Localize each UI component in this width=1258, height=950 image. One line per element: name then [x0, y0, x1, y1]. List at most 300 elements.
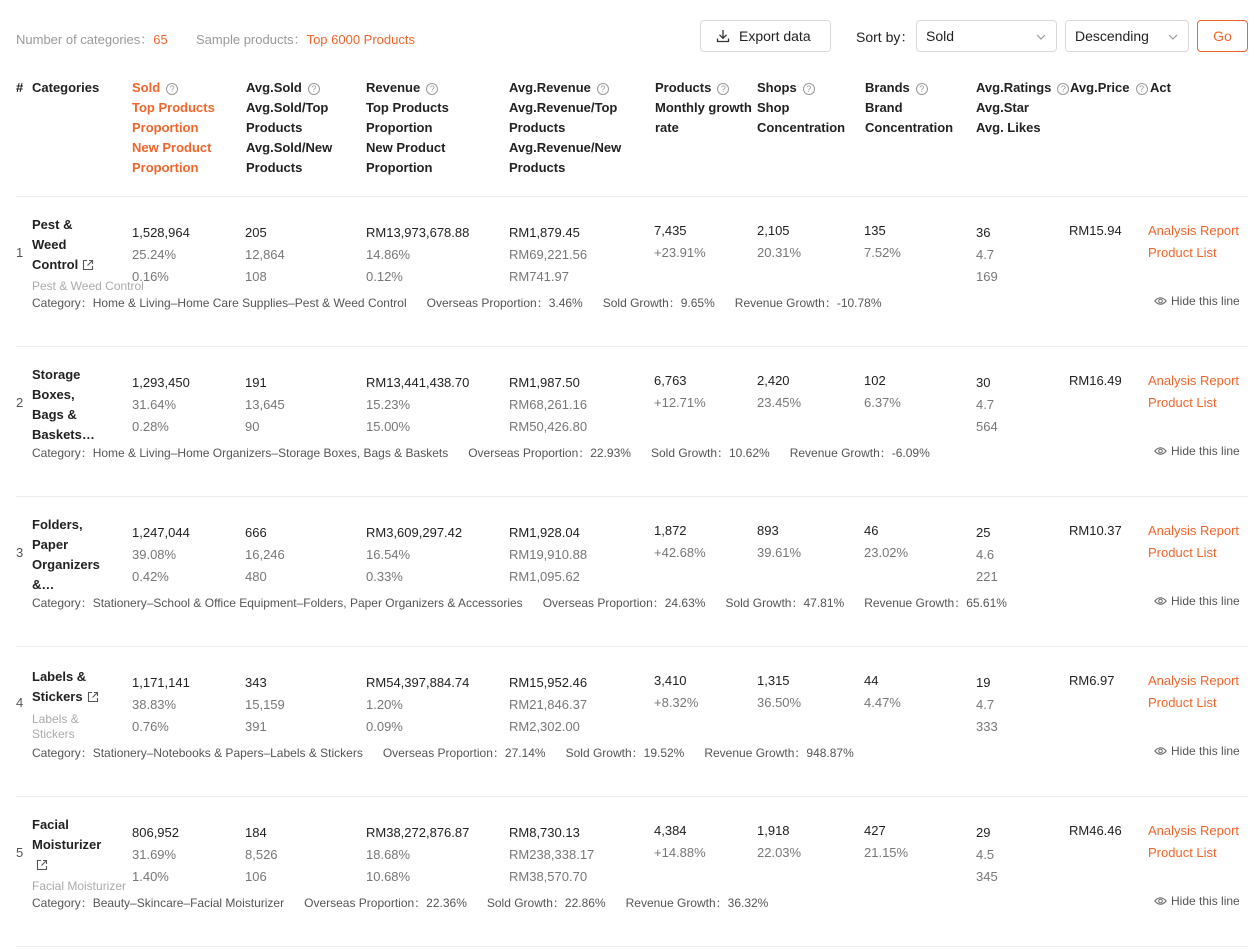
revenue-top-proportion: 18.68%	[366, 847, 411, 862]
header-revenue-title: Revenue	[366, 80, 421, 95]
avg-sold: 184	[245, 825, 267, 840]
revenue-new-proportion: 10.68%	[366, 869, 411, 884]
overseas-proportion: Overseas Proportion：3.46%	[426, 296, 583, 310]
products-cell	[654, 670, 698, 714]
ratings-cell	[976, 822, 998, 888]
header-sub: Avg.Sold/New	[246, 140, 333, 155]
avg-revenue: RM1,879.45	[509, 225, 580, 240]
header-sub: New Product	[366, 140, 446, 155]
revenue-new-proportion: 0.09%	[366, 719, 403, 734]
header-act: Act	[1150, 80, 1171, 95]
avg-likes: 221	[976, 569, 998, 584]
brand-concentration: 6.37%	[864, 395, 901, 410]
header-sub: Products	[246, 160, 303, 175]
brands-count: 46	[864, 523, 879, 538]
sold-value: 1,293,450	[132, 375, 190, 390]
hide-line-label: Hide this line	[1171, 894, 1240, 908]
revenue-new-proportion: 0.12%	[366, 269, 403, 284]
eye-icon	[1154, 746, 1167, 756]
shops-cell	[757, 670, 801, 714]
header-sub: Proportion	[366, 160, 433, 175]
sold-growth: Sold Growth：47.81%	[725, 596, 845, 610]
sold-value: 1,247,044	[132, 525, 190, 540]
sold-value: 806,952	[132, 825, 179, 840]
header-avg-price-title: Avg.Price	[1070, 80, 1130, 95]
categories-count	[16, 29, 168, 48]
hide-line-button[interactable]	[1154, 444, 1240, 458]
revenue-cell	[366, 522, 462, 588]
header-sub: Avg. Likes	[976, 120, 1041, 135]
sort-order-value: Descending	[1075, 28, 1149, 44]
header-sub: Brand	[865, 100, 903, 115]
products-count: 3,410	[654, 673, 687, 688]
monthly-growth: +14.88%	[654, 845, 706, 860]
avg-likes: 564	[976, 419, 998, 434]
eye-icon	[1154, 296, 1167, 306]
question-circle-icon[interactable]: ?	[426, 83, 438, 95]
table-row	[0, 347, 1258, 497]
avg-price: RM16.49	[1069, 373, 1122, 388]
chevron-down-icon	[1168, 33, 1178, 41]
avg-sold-cell	[245, 672, 285, 738]
avg-price: RM15.94	[1069, 223, 1122, 238]
category-name-text: Facial Moisturizer	[32, 817, 102, 852]
table-row	[0, 797, 1258, 947]
shops-cell	[757, 220, 801, 264]
shop-concentration: 36.50%	[757, 695, 802, 710]
revenue-growth: Revenue Growth：65.61%	[864, 596, 1007, 610]
avg-star: 4.7	[976, 247, 995, 262]
products-count: 4,384	[654, 823, 687, 838]
header-revenue[interactable]	[366, 78, 449, 178]
avg-sold-cell	[245, 822, 278, 888]
top-proportion: 25.24%	[132, 247, 177, 262]
monthly-growth: +23.91%	[654, 245, 706, 260]
avg-revenue-new: RM1,095.62	[509, 569, 580, 584]
avg-sold-new: 108	[245, 269, 267, 284]
categories-count-value: 65	[153, 32, 168, 47]
shops-count: 2,420	[757, 373, 790, 388]
category-name-text: Folders, Paper Organizers &…	[32, 517, 100, 592]
row-details	[32, 444, 950, 461]
product-list-link[interactable]: Product List	[1148, 545, 1217, 560]
avg-sold: 343	[245, 675, 267, 690]
table-row	[0, 497, 1258, 647]
analysis-report-link[interactable]: Analysis Report	[1148, 823, 1240, 838]
revenue-value: RM3,609,297.42	[366, 525, 463, 540]
avg-star: 4.7	[976, 397, 995, 412]
avg-star: 4.7	[976, 697, 995, 712]
sort-by-label: Sort by：	[856, 29, 915, 45]
top-proportion: 31.64%	[132, 397, 177, 412]
header-sold[interactable]	[132, 78, 215, 178]
question-circle-icon[interactable]: ?	[1057, 83, 1069, 95]
brands-cell	[864, 670, 901, 714]
revenue-value: RM13,441,438.70	[366, 375, 470, 390]
header-avg-sold-title: Avg.Sold	[246, 80, 302, 95]
question-circle-icon[interactable]: ?	[308, 83, 320, 95]
eye-icon	[1154, 896, 1167, 906]
question-circle-icon[interactable]: ?	[1136, 83, 1148, 95]
header-products-title: Products	[655, 80, 712, 95]
sort-field-value: Sold	[926, 28, 955, 44]
avg-revenue: RM8,730.13	[509, 825, 580, 840]
chevron-down-icon	[1036, 33, 1046, 41]
avg-price-cell	[1069, 370, 1122, 392]
avg-sold: 666	[245, 525, 267, 540]
avg-ratings: 36	[976, 225, 991, 240]
header-sub: Avg.Revenue/Top	[509, 100, 618, 115]
avg-sold-new: 391	[245, 719, 267, 734]
sample-products	[196, 29, 415, 48]
sold-cell	[132, 222, 190, 288]
revenue-value: RM13,973,678.88	[366, 225, 470, 240]
monthly-growth: +12.71%	[654, 395, 706, 410]
header-rank: #	[16, 80, 24, 95]
brands-count: 135	[864, 223, 886, 238]
go-label: Go	[1213, 28, 1232, 44]
products-cell	[654, 820, 706, 864]
question-circle-icon[interactable]: ?	[166, 83, 178, 95]
avg-price: RM46.46	[1069, 823, 1122, 838]
shops-cell	[757, 820, 801, 864]
top-proportion: 31.69%	[132, 847, 177, 862]
avg-likes: 345	[976, 869, 998, 884]
avg-revenue-cell	[509, 372, 587, 438]
avg-price-cell	[1069, 220, 1122, 242]
avg-revenue-top: RM238,338.17	[509, 847, 595, 862]
avg-revenue-top: RM69,221.56	[509, 247, 588, 262]
header-sub: Concentration	[865, 120, 954, 135]
brands-cell	[864, 370, 901, 414]
category-path: Category：Home & Living–Home Care Supplies–Pest & Weed Control	[32, 296, 407, 310]
shop-concentration: 22.03%	[757, 845, 802, 860]
row-rank: 2	[16, 395, 24, 410]
product-list-link[interactable]: Product List	[1148, 245, 1217, 260]
avg-revenue-new: RM741.97	[509, 269, 569, 284]
analysis-report-link[interactable]: Analysis Report	[1148, 673, 1240, 688]
table-row	[0, 197, 1258, 347]
revenue-growth: Revenue Growth：-10.78%	[734, 296, 882, 310]
brands-count: 427	[864, 823, 886, 838]
hide-line-button[interactable]	[1154, 744, 1240, 758]
revenue-top-proportion: 16.54%	[366, 547, 411, 562]
new-proportion: 0.28%	[132, 419, 169, 434]
table-row	[0, 647, 1258, 797]
category-subtitle: Facial Moisturizer	[32, 879, 127, 893]
brands-count: 44	[864, 673, 879, 688]
products-cell	[654, 220, 706, 264]
avg-revenue-cell	[509, 522, 587, 588]
revenue-top-proportion: 14.86%	[366, 247, 411, 262]
hide-line-label: Hide this line	[1171, 594, 1240, 608]
brands-count: 102	[864, 373, 886, 388]
header-sub: Products	[509, 120, 566, 135]
revenue-new-proportion: 15.00%	[366, 419, 411, 434]
header-sub: Top Products	[366, 100, 449, 115]
go-button[interactable]	[1197, 20, 1248, 52]
category-name[interactable]	[32, 815, 110, 875]
external-link-icon[interactable]	[87, 691, 99, 703]
avg-revenue-top: RM19,910.88	[509, 547, 588, 562]
avg-price: RM10.37	[1069, 523, 1122, 538]
avg-sold-new: 90	[245, 419, 260, 434]
header-ratings-title: Avg.Ratings	[976, 80, 1052, 95]
shop-concentration: 20.31%	[757, 245, 802, 260]
avg-sold-top: 16,246	[245, 547, 285, 562]
header-shops[interactable]	[757, 78, 845, 138]
overseas-proportion: Overseas Proportion：22.93%	[468, 446, 631, 460]
row-divider	[16, 946, 1248, 947]
category-subtitle: Pest & Weed Control	[32, 279, 144, 293]
question-circle-icon[interactable]: ?	[803, 83, 815, 95]
revenue-growth: Revenue Growth：36.32%	[625, 896, 769, 910]
header-shops-title: Shops	[757, 80, 797, 95]
ratings-cell	[976, 522, 998, 588]
sold-value: 1,171,141	[132, 675, 190, 690]
sold-cell	[132, 522, 190, 588]
avg-sold-top: 8,526	[245, 847, 278, 862]
header-sub: Proportion	[366, 120, 433, 135]
header-sub: Proportion	[132, 120, 199, 135]
products-cell	[654, 370, 706, 414]
header-brands[interactable]	[865, 78, 953, 138]
avg-sold-cell	[245, 522, 285, 588]
question-circle-icon[interactable]: ?	[916, 83, 928, 95]
brand-concentration: 21.15%	[864, 845, 909, 860]
question-circle-icon[interactable]: ?	[597, 83, 609, 95]
revenue-cell	[366, 672, 469, 738]
ratings-cell	[976, 372, 998, 438]
sort-order-select[interactable]	[1065, 20, 1189, 52]
shop-concentration: 23.45%	[757, 395, 802, 410]
category-path: Category：Stationery–School & Office Equipment–Folders, Paper Organizers & Accessories	[32, 596, 523, 610]
avg-price-cell	[1069, 520, 1122, 542]
category-name[interactable]	[32, 365, 110, 445]
avg-revenue-cell	[509, 822, 594, 888]
header-sub: Avg.Sold/Top	[246, 100, 329, 115]
revenue-value: RM38,272,876.87	[366, 825, 470, 840]
category-subtitle: Labels & Stickers	[32, 712, 79, 741]
sort-field-select[interactable]	[916, 20, 1057, 52]
header-sub: Avg.Revenue/New	[509, 140, 622, 155]
revenue-value: RM54,397,884.74	[366, 675, 470, 690]
sold-cell	[132, 372, 190, 438]
external-link-icon[interactable]	[36, 859, 48, 871]
overseas-proportion: Overseas Proportion：27.14%	[382, 746, 546, 760]
shops-count: 2,105	[757, 223, 790, 238]
header-sub: Avg.Star	[976, 100, 1029, 115]
shops-cell	[757, 520, 801, 564]
header-products[interactable]	[655, 78, 752, 138]
header-sub: Concentration	[757, 120, 846, 135]
top-proportion: 39.08%	[132, 547, 177, 562]
sold-growth: Sold Growth：19.52%	[565, 746, 685, 760]
products-cell	[654, 520, 706, 564]
question-circle-icon[interactable]: ?	[717, 83, 729, 95]
export-data-button[interactable]	[700, 20, 831, 52]
avg-sold-top: 12,864	[245, 247, 285, 262]
categories-count-label: Number of categories：	[16, 32, 154, 47]
avg-revenue-top: RM21,846.37	[509, 697, 588, 712]
header-sub: rate	[655, 120, 679, 135]
header-sub: New Product	[132, 140, 212, 155]
overseas-proportion: Overseas Proportion：24.63%	[542, 596, 706, 610]
new-proportion: 0.16%	[132, 269, 169, 284]
avg-sold: 205	[245, 225, 267, 240]
new-proportion: 0.76%	[132, 719, 169, 734]
avg-sold-top: 13,645	[245, 397, 285, 412]
products-count: 7,435	[654, 223, 687, 238]
revenue-cell	[366, 222, 469, 288]
category-name-text: Storage Boxes, Bags & Baskets…	[32, 367, 95, 442]
row-details	[32, 594, 1027, 611]
avg-sold-new: 480	[245, 569, 267, 584]
avg-revenue: RM1,928.04	[509, 525, 580, 540]
category-name[interactable]	[32, 215, 110, 275]
shops-count: 1,315	[757, 673, 790, 688]
avg-revenue: RM15,952.46	[509, 675, 588, 690]
header-sub: Monthly growth	[655, 100, 752, 115]
avg-revenue-new: RM2,302.00	[509, 719, 580, 734]
external-link-icon[interactable]	[82, 259, 94, 271]
header-sub: Top Products	[132, 100, 215, 115]
avg-likes: 169	[976, 269, 998, 284]
avg-likes: 333	[976, 719, 998, 734]
avg-revenue-new: RM50,426.80	[509, 419, 588, 434]
analysis-report-link[interactable]: Analysis Report	[1148, 523, 1240, 538]
sold-value: 1,528,964	[132, 225, 190, 240]
avg-revenue-cell	[509, 222, 587, 288]
avg-price-cell	[1069, 820, 1122, 842]
row-rank: 1	[16, 245, 24, 260]
products-count: 1,872	[654, 523, 687, 538]
header-sub: Products	[509, 160, 566, 175]
avg-ratings: 19	[976, 675, 991, 690]
avg-sold: 191	[245, 375, 267, 390]
export-data-label: Export data	[739, 28, 811, 44]
sample-products-value: Top 6000 Products	[306, 32, 415, 47]
row-rank: 5	[16, 845, 24, 860]
row-details	[32, 294, 902, 311]
header-sub: Proportion	[132, 160, 199, 175]
sold-cell	[132, 672, 190, 738]
avg-ratings: 29	[976, 825, 991, 840]
revenue-new-proportion: 0.33%	[366, 569, 403, 584]
avg-revenue-new: RM38,570.70	[509, 869, 588, 884]
header-avg-revenue[interactable]	[509, 78, 621, 178]
hide-line-label: Hide this line	[1171, 444, 1240, 458]
download-icon	[716, 29, 730, 43]
header-sold-title: Sold	[132, 80, 161, 95]
avg-sold-cell	[245, 372, 285, 438]
sample-products-label: Sample products：	[196, 32, 307, 47]
shops-count: 893	[757, 523, 779, 538]
avg-sold-top: 15,159	[245, 697, 285, 712]
category-name[interactable]	[32, 667, 110, 707]
brand-concentration: 23.02%	[864, 545, 909, 560]
products-count: 6,763	[654, 373, 687, 388]
revenue-growth: Revenue Growth：-6.09%	[789, 446, 930, 460]
hide-line-button[interactable]	[1154, 894, 1240, 908]
header-avg-sold[interactable]	[246, 78, 332, 178]
avg-ratings: 25	[976, 525, 991, 540]
avg-price-cell	[1069, 670, 1115, 692]
header-sub: Products	[246, 120, 303, 135]
overseas-proportion: Overseas Proportion：22.36%	[304, 896, 467, 910]
header-avg-revenue-title: Avg.Revenue	[509, 80, 591, 95]
avg-revenue-top: RM68,261.16	[509, 397, 588, 412]
brand-concentration: 4.47%	[864, 695, 901, 710]
shops-count: 1,918	[757, 823, 790, 838]
row-rank: 3	[16, 545, 24, 560]
row-details	[32, 894, 788, 911]
new-proportion: 0.42%	[132, 569, 169, 584]
header-brands-title: Brands	[865, 80, 910, 95]
header-avg-price[interactable]	[1070, 78, 1148, 98]
revenue-growth: Revenue Growth：948.87%	[704, 746, 854, 760]
shop-concentration: 39.61%	[757, 545, 802, 560]
top-proportion: 38.83%	[132, 697, 177, 712]
category-name-text: Pest & Weed Control	[32, 217, 79, 272]
sold-growth: Sold Growth：9.65%	[602, 296, 715, 310]
brands-cell	[864, 820, 908, 864]
sold-growth: Sold Growth：10.62%	[650, 446, 770, 460]
header-ratings[interactable]	[976, 78, 1069, 138]
header-sub: Shop	[757, 100, 790, 115]
analysis-report-link[interactable]: Analysis Report	[1148, 373, 1240, 388]
header-categories: Categories	[32, 80, 100, 95]
shops-cell	[757, 370, 801, 414]
row-details	[32, 744, 874, 761]
avg-sold-cell	[245, 222, 285, 288]
avg-price: RM6.97	[1069, 673, 1115, 688]
category-name[interactable]	[32, 515, 110, 595]
revenue-cell	[366, 822, 469, 888]
avg-revenue: RM1,987.50	[509, 375, 580, 390]
brand-concentration: 7.52%	[864, 245, 901, 260]
toolbar	[0, 0, 1258, 72]
brands-cell	[864, 520, 908, 564]
product-list-link[interactable]: Product List	[1148, 695, 1217, 710]
eye-icon	[1154, 596, 1167, 606]
category-name-text: Labels & Stickers	[32, 669, 87, 704]
product-list-link[interactable]: Product List	[1148, 845, 1217, 860]
product-list-link[interactable]: Product List	[1148, 395, 1217, 410]
category-path: Category：Stationery–Notebooks & Papers–Labels & Stickers	[32, 746, 363, 760]
hide-line-label: Hide this line	[1171, 294, 1240, 308]
row-rank: 4	[16, 695, 24, 710]
hide-line-button[interactable]	[1154, 594, 1240, 608]
monthly-growth: +8.32%	[654, 695, 699, 710]
revenue-top-proportion: 15.23%	[366, 397, 411, 412]
eye-icon	[1154, 446, 1167, 456]
avg-ratings: 30	[976, 375, 991, 390]
analysis-report-link[interactable]: Analysis Report	[1148, 223, 1240, 238]
avg-sold-new: 106	[245, 869, 267, 884]
revenue-top-proportion: 1.20%	[366, 697, 403, 712]
sold-growth: Sold Growth：22.86%	[486, 896, 606, 910]
category-path: Category：Home & Living–Home Organizers–Storage Boxes, Bags & Baskets	[32, 446, 449, 460]
avg-star: 4.6	[976, 547, 995, 562]
revenue-cell	[366, 372, 469, 438]
category-path: Category：Beauty–Skincare–Facial Moisturizer	[32, 896, 285, 910]
sold-cell	[132, 822, 179, 888]
hide-line-button[interactable]	[1154, 294, 1240, 308]
hide-line-label: Hide this line	[1171, 744, 1240, 758]
ratings-cell	[976, 222, 998, 288]
brands-cell	[864, 220, 901, 264]
